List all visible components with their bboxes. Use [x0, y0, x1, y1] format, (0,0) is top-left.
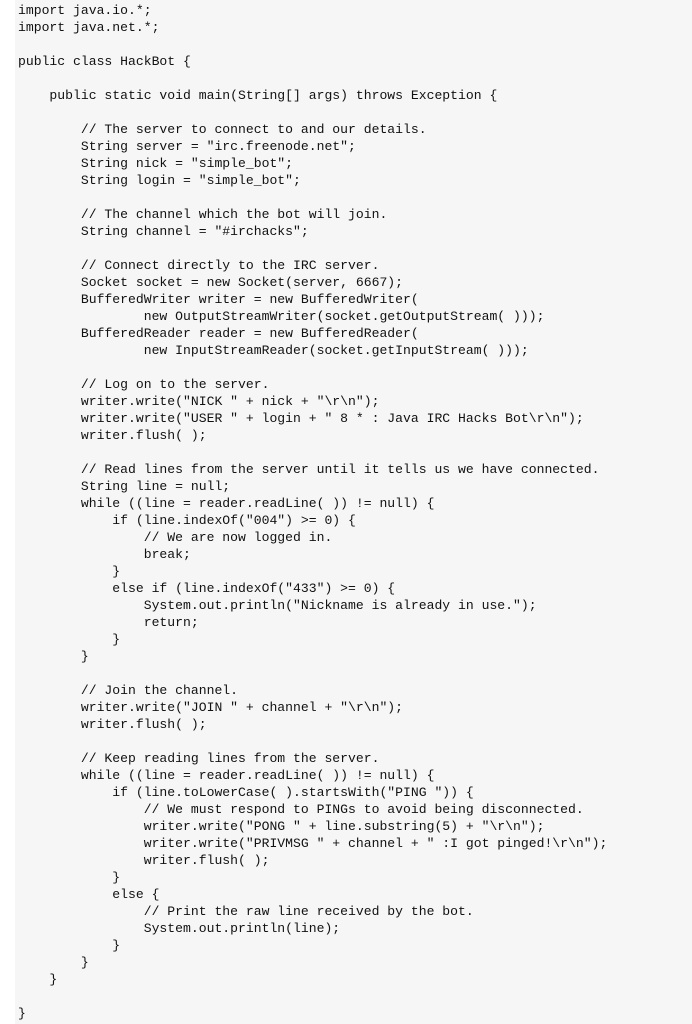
code-line: // We must respond to PINGs to avoid being disconnected.: [18, 802, 584, 817]
code-line: [18, 189, 607, 206]
code-line: writer.flush( );: [18, 853, 270, 868]
code-line: System.out.println("Nickname is already in use.");: [18, 598, 537, 613]
code-line: String server = "irc.freenode.net";: [18, 139, 356, 154]
code-line: }: [18, 955, 89, 970]
code-line: // We are now logged in.: [18, 530, 333, 545]
code-line: [18, 665, 607, 682]
code-line: writer.write("USER " + login + " 8 * : Java IRC Hacks Bot\r\n");: [18, 411, 584, 426]
code-line: // Join the channel.: [18, 683, 239, 698]
code-line: if (line.toLowerCase( ).startsWith("PING ")) {: [18, 785, 474, 800]
code-line: }: [18, 938, 121, 953]
code-line: writer.write("PONG " + line.substring(5) + "\r\n");: [18, 819, 545, 834]
code-line: writer.write("NICK " + nick + "\r\n");: [18, 394, 380, 409]
code-line: // The channel which the bot will join.: [18, 207, 388, 222]
code-line: }: [18, 649, 89, 664]
code-line: public static void main(String[] args) throws Exception {: [18, 88, 498, 103]
code-line: // Keep reading lines from the server.: [18, 751, 380, 766]
code-line: writer.flush( );: [18, 717, 207, 732]
code-line: writer.flush( );: [18, 428, 207, 443]
code-line: }: [18, 564, 121, 579]
code-line: if (line.indexOf("004") >= 0) {: [18, 513, 356, 528]
code-line: [18, 104, 607, 121]
code-line: BufferedWriter writer = new BufferedWriter(: [18, 292, 419, 307]
code-line: writer.write("JOIN " + channel + "\r\n");: [18, 700, 404, 715]
code-line: }: [18, 632, 121, 647]
code-line: BufferedReader reader = new BufferedReader(: [18, 326, 419, 341]
code-line: [18, 36, 607, 53]
code-line: break;: [18, 547, 191, 562]
code-line: writer.write("PRIVMSG " + channel + " :I got pinged!\r\n");: [18, 836, 608, 851]
code-line: [18, 444, 607, 461]
code-line: else {: [18, 887, 160, 902]
code-line: [18, 70, 607, 87]
code-line: // Read lines from the server until it tells us we have connected.: [18, 462, 600, 477]
code-line: Socket socket = new Socket(server, 6667);: [18, 275, 404, 290]
code-line: String nick = "simple_bot";: [18, 156, 294, 171]
code-line: while ((line = reader.readLine( )) != null) {: [18, 768, 435, 783]
code-line: [18, 240, 607, 257]
code-line: import java.io.*;: [18, 3, 152, 18]
code-line: import java.net.*;: [18, 20, 160, 35]
code-line: String login = "simple_bot";: [18, 173, 301, 188]
code-line: }: [18, 1006, 26, 1021]
code-line: String line = null;: [18, 479, 231, 494]
code-line: return;: [18, 615, 199, 630]
code-line: while ((line = reader.readLine( )) != null) {: [18, 496, 435, 511]
code-line: // Print the raw line received by the bot.: [18, 904, 474, 919]
code-line: new OutputStreamWriter(socket.getOutputStream( )));: [18, 309, 545, 324]
code-line: // Connect directly to the IRC server.: [18, 258, 380, 273]
code-line: System.out.println(line);: [18, 921, 341, 936]
code-line: [18, 988, 607, 1005]
code-block: [18, 2, 607, 1022]
code-line: [18, 733, 607, 750]
code-line: }: [18, 870, 121, 885]
code-line: // Log on to the server.: [18, 377, 270, 392]
code-line: else if (line.indexOf("433") >= 0) {: [18, 581, 396, 596]
code-panel: [15, 0, 692, 1024]
code-line: public class HackBot {: [18, 54, 191, 69]
code-line: new InputStreamReader(socket.getInputStream( )));: [18, 343, 529, 358]
code-line: [18, 359, 607, 376]
code-line: }: [18, 972, 58, 987]
code-line: String channel = "#irchacks";: [18, 224, 309, 239]
code-line: // The server to connect to and our details.: [18, 122, 427, 137]
